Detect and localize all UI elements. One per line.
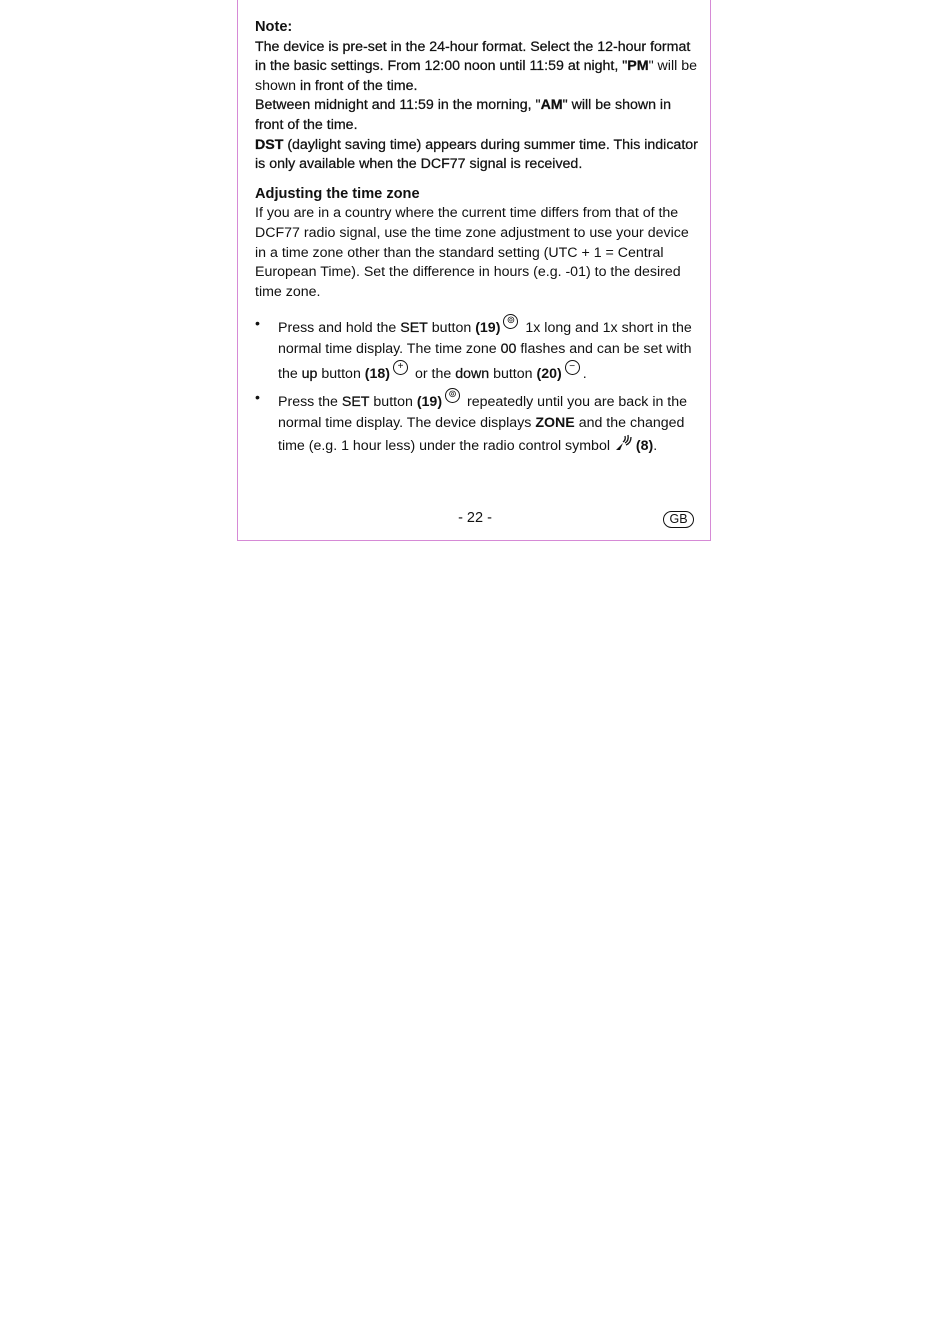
set-button-icon: ⊚ xyxy=(503,314,518,329)
radio-control-icon xyxy=(614,434,632,452)
ref-19: (19) xyxy=(475,320,501,337)
instruction-text: button xyxy=(427,320,476,337)
section-body: If you are in a country where the current time differs from that of the DCF77 radio signal, use the time zone adjustment to use your device in a time zone other than the standard setting (UTC + 1 = Central European Time). Set the difference in hours (e.g. -01) to the desired time zone. xyxy=(255,205,689,300)
note-heading: Note: xyxy=(255,19,293,35)
instruction-text: Press the xyxy=(278,394,342,411)
bullet-marker: • xyxy=(255,390,260,407)
set-label: SET xyxy=(341,394,370,411)
pm-indicator: PM xyxy=(627,58,649,75)
page-number: - 22 - xyxy=(458,510,492,526)
spacer xyxy=(255,302,700,314)
zone-label: ZONE xyxy=(535,415,575,432)
ref-19: (19) xyxy=(416,394,443,411)
spacer xyxy=(255,175,700,185)
note-paragraph-dst xyxy=(255,136,700,175)
note-text: " will be shown xyxy=(255,58,697,94)
note-text: (daylight saving time) appears during summer time. This indicator is only available when the DCF77 signal is received. xyxy=(255,136,698,173)
section-heading: Adjusting the time zone xyxy=(255,185,420,202)
am-indicator: AM xyxy=(540,97,563,114)
ref-18: (18) xyxy=(364,366,391,383)
instruction-text: or the xyxy=(411,366,456,383)
set-label: SET xyxy=(400,320,428,337)
instruction-text: . xyxy=(582,366,587,383)
zone-00-label: 00 xyxy=(500,341,517,358)
instruction-list xyxy=(255,314,700,457)
instruction-text: repeatedly until you are back in the normal time display. The device displays xyxy=(278,394,688,432)
note-text: The device is pre-set in the 24-hour format. Select the 12-hour format in the basic settings. From 12:00 noon until 11:59 at night, " xyxy=(255,38,691,75)
instruction-text: button xyxy=(369,394,417,411)
bullet-marker: • xyxy=(255,316,260,333)
instruction-text: 1x long and 1x short in the normal time display. The time zone xyxy=(278,320,692,358)
set-button-icon: ⊚ xyxy=(445,388,460,403)
note-text: Between midnight and 11:59 in the morning, " xyxy=(255,97,541,114)
dst-indicator: DST xyxy=(255,136,284,153)
language-badge: GB xyxy=(663,511,694,528)
instruction-text: flashes and can be set with the xyxy=(278,341,692,383)
down-label: down xyxy=(455,366,490,383)
instruction-text: . xyxy=(653,438,658,455)
note-paragraph-format xyxy=(255,38,700,97)
note-paragraph-am xyxy=(255,96,700,135)
instruction-text: button xyxy=(489,366,537,383)
instruction-text: Press and hold the xyxy=(278,320,401,337)
ref-8: (8) xyxy=(635,438,654,455)
page-content xyxy=(255,18,700,460)
note-text: " will be shown in front of the time. xyxy=(255,97,671,133)
plus-button-icon: + xyxy=(393,360,408,375)
minus-button-icon: − xyxy=(565,360,580,375)
instruction-text: button xyxy=(317,366,365,383)
up-label: up xyxy=(301,366,318,383)
note-text: in front of the time. xyxy=(299,77,418,94)
instruction-item xyxy=(255,388,700,457)
ref-20: (20) xyxy=(536,366,562,383)
instruction-item xyxy=(255,314,700,385)
instruction-text: and the changed time (e.g. 1 hour less) under the radio control symbol xyxy=(278,415,685,455)
